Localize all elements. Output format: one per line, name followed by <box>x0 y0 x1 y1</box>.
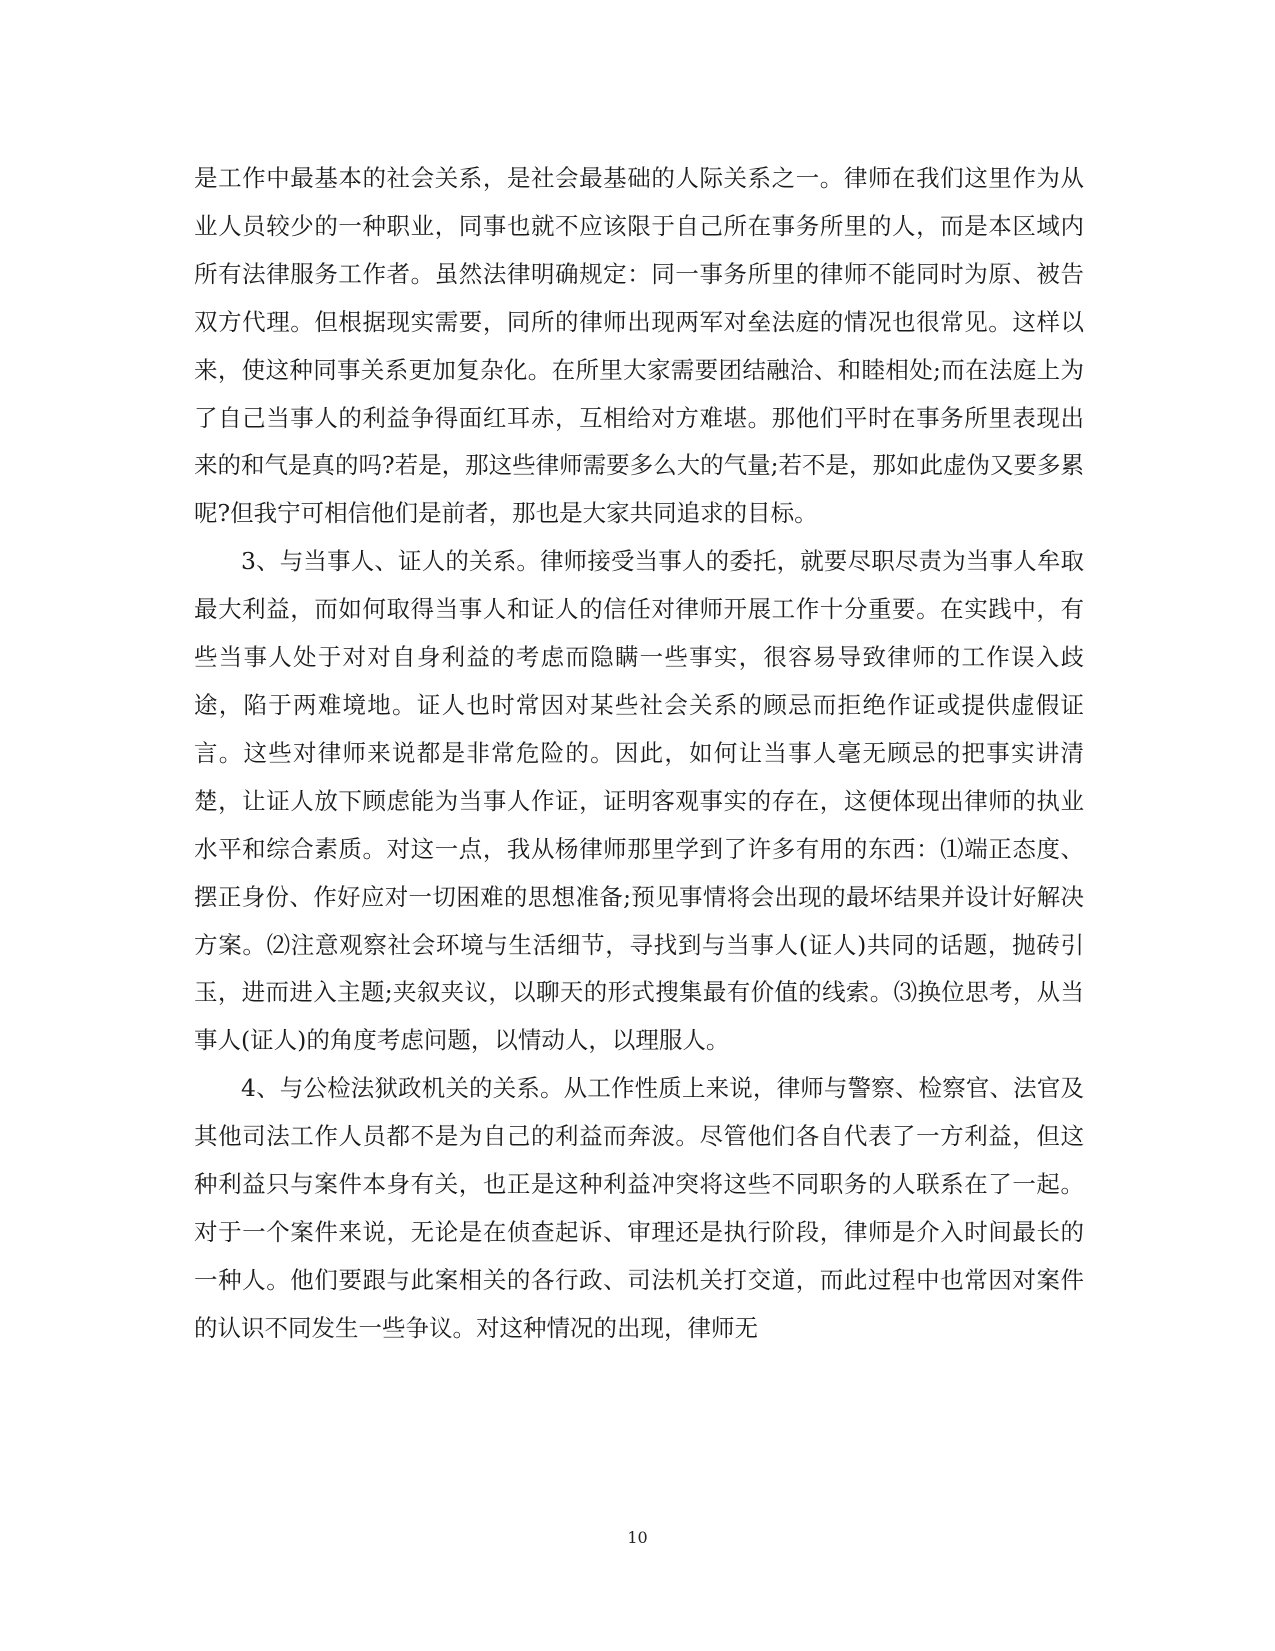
body-text <box>194 155 1084 1353</box>
paragraph-judicial-organs-relations: 4、与公检法狱政机关的关系。从工作性质上来说，律师与警察、检察官、法官及其他司法工作人员都不是为自己的利益而奔波。尽管他们各自代表了一方利益，但这种利益只与案件本身有关，也正是这种利益冲突将这些不同职务的人联系在了一起。对于一个案件来说，无论是在侦查起诉、审理还是执行阶段，律师是介入时间最长的一种人。他们要跟与此案相关的各行政、司法机关打交道，而此过程中也常因对案件的认识不同发生一些争议。对这种情况的出现，律师无 <box>194 1074 1084 1342</box>
page-number: 10 <box>627 1528 648 1547</box>
paragraph-colleague-relations: 是工作中最基本的社会关系，是社会最基础的人际关系之一。律师在我们这里作为从业人员较少的一种职业，同事也就不应该限于自己所在事务所里的人，而是本区域内所有法律服务工作者。虽然法律明确规定：同一事务所里的律师不能同时为原、被告双方代理。但根据现实需要，同所的律师出现两军对垒法庭的情况也很常见。这样以来，使这种同事关系更加复杂化。在所里大家需要团结融洽、和睦相处;而在法庭上为了自己当事人的利益争得面红耳赤，互相给对方难堪。那他们平时在事务所里表现出来的和气是真的吗?若是，那这些律师需要多么大的气量;若不是，那如此虚伪又要多累呢?但我宁可相信他们是前者，那也是大家共同追求的目标。 <box>194 164 1085 528</box>
paragraph-client-witness-relations: 3、与当事人、证人的关系。律师接受当事人的委托，就要尽职尽责为当事人牟取最大利益，而如何取得当事人和证人的信任对律师开展工作十分重要。在实践中，有些当事人处于对对自身利益的考虑而隐瞒一些事实，很容易导致律师的工作误入歧途，陷于两难境地。证人也时常因对某些社会关系的顾忌而拒绝作证或提供虚假证言。这些对律师来说都是非常危险的。因此，如何让当事人毫无顾忌的把事实讲清楚，让证人放下顾虑能为当事人作证，证明客观事实的存在，这便体现出律师的执业水平和综合素质。对这一点，我从杨律师那里学到了许多有用的东西：⑴端正态度、摆正身份、作好应对一切困难的思想准备;预见事情将会出现的最坏结果并设计好解决方案。⑵注意观察社会环境与生活细节，寻找到与当事人(证人)共同的话题，抛砖引玉，进而进入主题;夹叙夹议，以聊天的形式搜集最有价值的线索。⑶换位思考，从当事人(证人)的角度考虑问题，以情动人，以理服人。 <box>194 547 1084 1055</box>
